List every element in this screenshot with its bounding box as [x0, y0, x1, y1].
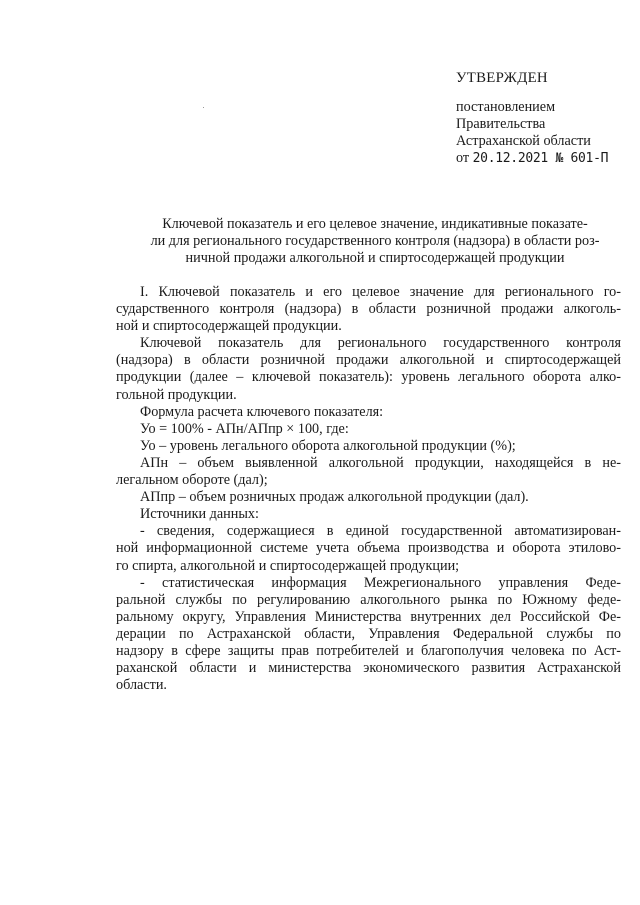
body-line: Источники данных: [140, 506, 259, 523]
approval-line: постановлением [456, 99, 556, 115]
scan-speck [203, 107, 204, 108]
approval-heading: УТВЕРЖДЕН [456, 70, 548, 86]
body-line: легальном обороте (дал); [116, 472, 268, 489]
body-line: сударственного контроля (надзора) в области розничной продажи алкоголь- [116, 301, 621, 318]
title-line: ли для регионального государственного контроля (надзора) в области роз- [150, 233, 600, 249]
body-line: Ключевой показатель для регионального государственного контроля [140, 335, 621, 352]
body-line: раханской области и министерства экономического развития Астраханской [116, 660, 621, 677]
body-line: I. Ключевой показатель и его целевое значение для регионального го- [140, 284, 621, 300]
body-line: надзору в сфере защиты прав потребителей и благополучия человека по Аст- [116, 642, 621, 659]
body-line: Уо – уровень легального оборота алкогольной продукции (%); [140, 437, 516, 454]
title-line: Ключевой показатель и его целевое значение, индикативные показате- [162, 216, 588, 232]
body-line: ной и спиртосодержащей продукции. [116, 318, 342, 335]
document-body [116, 284, 621, 694]
document-title [116, 216, 634, 267]
body-line: (надзора) в области розничной продажи алкогольной и спиртосодержащей [116, 352, 621, 369]
title-line: ничной продажи алкогольной и спиртосодержащей продукции [185, 250, 565, 266]
body-line: АПпр – объем розничных продаж алкогольной продукции (дал). [140, 489, 529, 506]
body-line: ральной службы по регулированию алкогольного рынка по Южному феде- [116, 591, 621, 608]
body-line: Уо = 100% - АПн/АПпр × 100, где: [140, 420, 349, 437]
body-line: Формула расчета ключевого показателя: [140, 403, 384, 420]
body-line: - статистическая информация Межрегионального управления Феде- [140, 574, 621, 591]
body-line: АПн – объем выявленной алкогольной продукции, находящейся в не- [140, 454, 621, 471]
body-line: дерации по Астраханской области, Управления Федеральной службы по [116, 625, 621, 642]
body-line: го спирта, алкогольной и спиртосодержащей продукции; [116, 557, 460, 574]
body-line: ной информационной системе учета объема производства и оборота этилово- [116, 540, 621, 557]
approval-date-prefix: от [456, 150, 470, 166]
approval-line: Астраханской области [456, 133, 591, 149]
body-line: гольной продукции. [116, 386, 237, 403]
body-line: ральному округу, Управления Министерства внутренних дел Российской Фе- [116, 608, 621, 625]
body-line: области. [116, 677, 167, 694]
approval-block [456, 70, 636, 167]
approval-date-line [456, 150, 636, 167]
body-line: продукции (далее – ключевой показатель): уровень легального оборота алко- [116, 369, 621, 386]
approval-line: Правительства [456, 116, 546, 132]
approval-date-stamp: 20.12.2021 № 601-П [472, 151, 609, 166]
body-line: - сведения, содержащиеся в единой государственной автоматизирован- [140, 523, 621, 540]
